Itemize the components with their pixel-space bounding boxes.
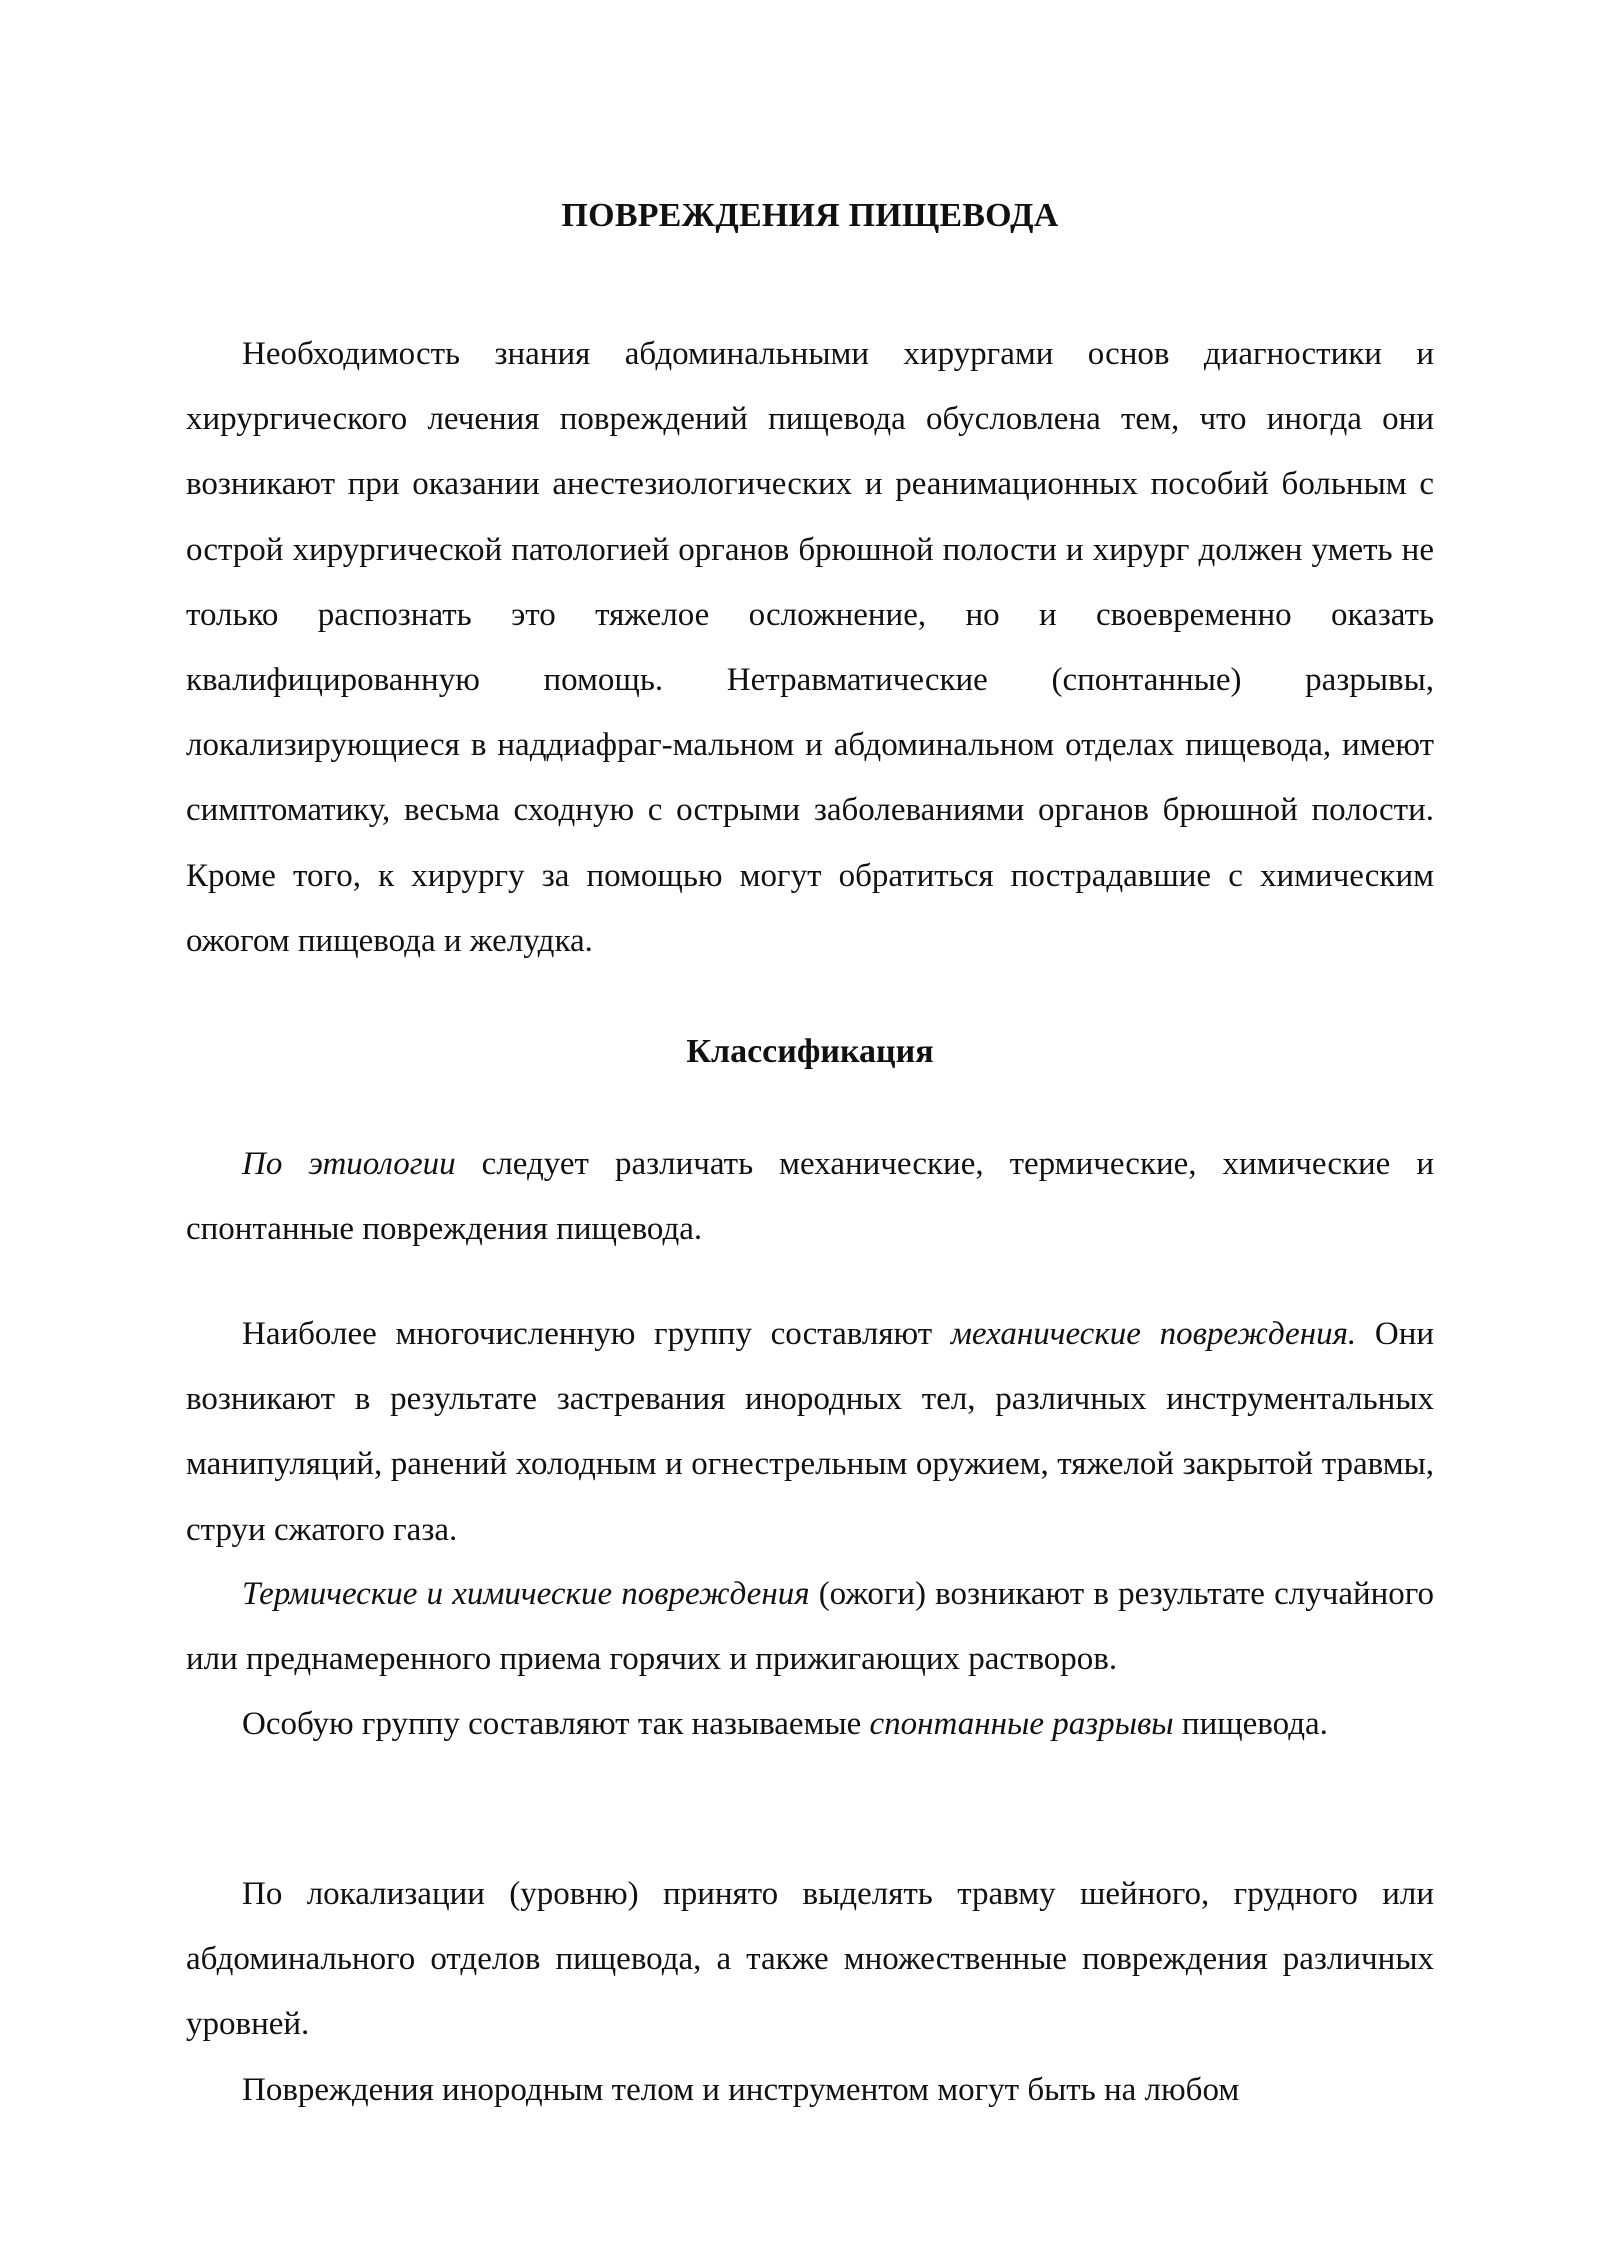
paragraph-mechanical-text: Они возникают в результате застревания инородных тел, различных инструментальных манипуляций, ранений холодным и огнестрельным оружием, тяжелой закрытой травмы, струи сжатого газа. <box>186 1316 1435 1548</box>
paragraph-spontaneous-text: пищевода. <box>1173 1706 1328 1742</box>
paragraph-mechanical-italic: механические повреждения. <box>950 1316 1357 1352</box>
paragraph-localization: По локализации (уровню) принято выделять травму шейного, грудного или абдоминального отделов пищевода, а также множественные повреждения различных уровней. <box>186 1876 1434 2043</box>
paragraph-spontaneous-italic: спонтанные разрывы <box>869 1706 1174 1742</box>
paragraph-etiology <box>186 1132 1434 1262</box>
paragraph-etiology-text: следует различать механические, термические, химические и спонтанные повреждения пищевода. <box>186 1146 1434 1248</box>
intro-paragraph: Необходимость знания абдоминальными хирургами основ диагностики и хирургического лечения повреждений пищевода обусловлена тем, что иногда они возникают при оказании анестезиологических и реанимационных пособий больным с острой хирургической патологией органов брюшной полости и хирург должен уметь не только распознать это тяжелое осложнение, но и своевременно оказать квалифицированную помощь. Нетравматические (спонтанные) разрывы, локализирующиеся в наддиафраг-мальном и абдоминальном отделах пищевода, имеют симптоматику, весьма сходную с острыми заболеваниями органов брюшной полости. Кроме того, к хирургу за помощью могут обратиться пострадавшие с химическим ожогом пищевода и желудка. <box>186 336 1434 959</box>
paragraph-spontaneous <box>186 1692 1434 1757</box>
paragraph-etiology-italic: По этиологии <box>242 1146 456 1182</box>
section-heading: Классификация <box>686 1033 934 1070</box>
paragraph-mechanical-lead: Наиболее многочисленную группу составляют <box>242 1316 951 1352</box>
paragraph-foreign-body: Повреждения инородным телом и инструментом могут быть на любом <box>242 2072 1240 2108</box>
paragraph-thermal-italic: Термические и химические повреждения <box>242 1576 810 1612</box>
paragraph-mechanical <box>186 1302 1434 1563</box>
paragraph-thermal <box>186 1562 1434 1692</box>
paragraph-spontaneous-lead: Особую группу составляют так называемые <box>242 1706 870 1742</box>
paragraph-thermal-text: (ожоги) возникают в результате случайного или преднамеренного приема горячих и прижигающих растворов. <box>186 1576 1434 1678</box>
page-title: ПОВРЕЖДЕНИЯ ПИЩЕВОДА <box>561 197 1059 234</box>
